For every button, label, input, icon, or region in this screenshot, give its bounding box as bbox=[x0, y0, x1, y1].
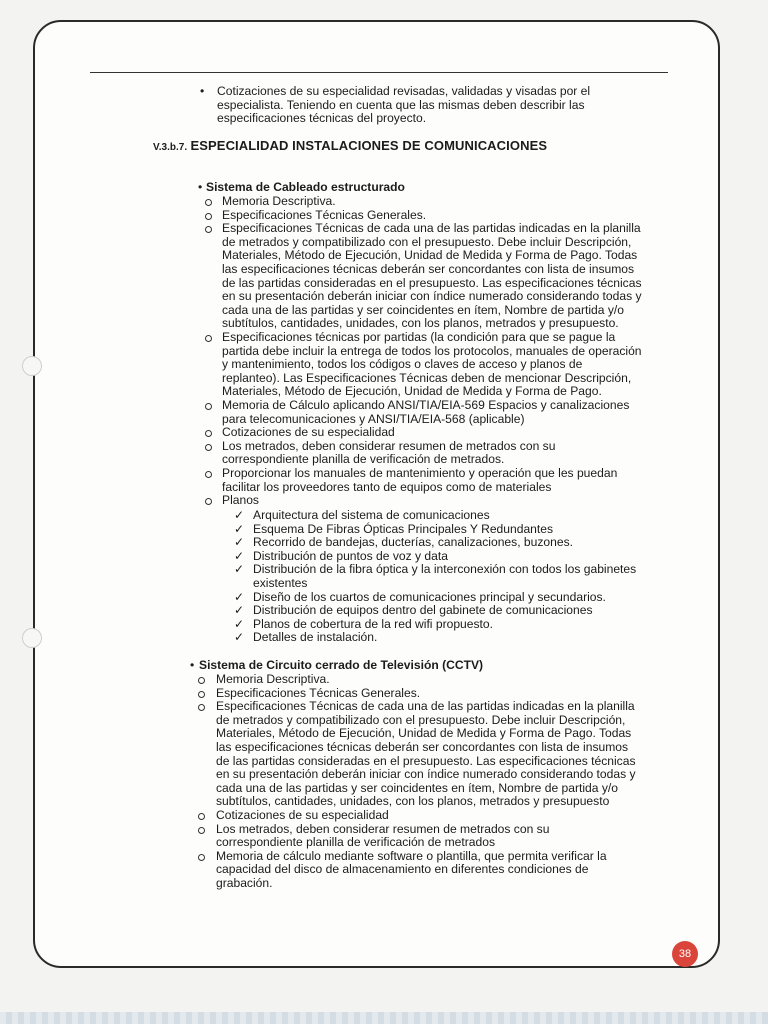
text-line: Esquema De Fibras Ópticas Principales Y Redundantes bbox=[253, 521, 554, 536]
text-line: facilitar los proveedores tanto de equipos como de materiales bbox=[222, 479, 552, 494]
checkmark-icon: ✓ bbox=[234, 616, 245, 631]
text-line: Especificaciones técnicas por partidas (la condición para que se pague la bbox=[222, 330, 616, 344]
list-item bbox=[222, 399, 629, 426]
list-item bbox=[253, 536, 573, 550]
checkmark-icon: ✓ bbox=[234, 562, 245, 577]
text-line: Distribución de la fibra óptica y la interconexión con todos los gabinetes bbox=[253, 562, 637, 577]
list-item bbox=[222, 209, 426, 223]
text-line: Los metrados, deben considerar resumen de metrados con su bbox=[222, 438, 556, 453]
punch-hole bbox=[22, 356, 42, 376]
list-item bbox=[222, 195, 336, 209]
cctv-title: Sistema de Circuito cerrado de Televisión (CCTV) bbox=[199, 658, 484, 672]
list-item bbox=[222, 331, 642, 399]
list-item bbox=[216, 700, 636, 809]
circle-bullet-icon bbox=[205, 199, 212, 206]
text-line: de metrados y compatibilizado con el presupuesto. Debe incluir Descripción, bbox=[216, 712, 626, 727]
list-item bbox=[253, 509, 490, 523]
section-code: V.3.b.7. bbox=[153, 142, 188, 153]
bullet-icon: • bbox=[200, 84, 205, 98]
header-rule bbox=[90, 72, 668, 73]
text-line: Planos de cobertura de la red wifi propuesto. bbox=[253, 616, 494, 631]
text-line: correspondiente planilla de verificación de metrados. bbox=[222, 452, 505, 467]
text-line: partida debe incluir la entrega de todos los protocolos, manuales de operación bbox=[222, 343, 642, 358]
checkmark-icon: ✓ bbox=[234, 521, 245, 536]
text-line: en su presentación deberán iniciar con índice numerado considerando todas y bbox=[222, 289, 642, 304]
text-line: de las partidas consideradas en el presupuesto. Las especificaciones técnicas bbox=[222, 275, 642, 290]
page-number-badge: 38 bbox=[672, 941, 698, 967]
list-item bbox=[253, 550, 448, 564]
text-line: de metrados y compatibilizado con el presupuesto. Debe incluir Descripción, bbox=[222, 234, 632, 249]
list-item bbox=[222, 494, 259, 508]
text-line: Cotizaciones de su especialidad bbox=[216, 808, 389, 822]
text-line: replanteo). Las Especificaciones Técnicas deben de mencionar Descripción, bbox=[222, 370, 632, 385]
text-line: Especificaciones Técnicas Generales. bbox=[222, 207, 427, 222]
text-line: Memoria Descriptiva. bbox=[216, 672, 330, 686]
circle-bullet-icon bbox=[205, 444, 212, 451]
text-line: Materiales, Método de Ejecución, Unidad de Medida y Forma de Pago. bbox=[222, 384, 602, 399]
checkmark-icon: ✓ bbox=[234, 630, 245, 645]
circle-bullet-icon bbox=[205, 403, 212, 410]
list-item bbox=[253, 618, 493, 632]
text-line: especificaciones técnicas del proyecto. bbox=[217, 111, 427, 126]
circle-bullet-icon bbox=[205, 213, 212, 220]
circle-bullet-icon bbox=[198, 691, 205, 698]
text-line: Diseño de los cuartos de comunicaciones principal y secundarios. bbox=[253, 589, 606, 604]
circle-bullet-icon bbox=[205, 471, 212, 478]
text-line: Especificaciones Técnicas Generales. bbox=[216, 685, 421, 700]
checkmark-icon: ✓ bbox=[234, 548, 245, 563]
text-line: Detalles de instalación. bbox=[253, 630, 378, 645]
text-line: las especificaciones técnicas deberán ser concordantes con lista de insumos bbox=[216, 739, 629, 754]
list-item bbox=[253, 604, 593, 618]
text-line: capacidad del disco de almacenamiento en diferentes condiciones de bbox=[216, 862, 589, 877]
text-line: Memoria de cálculo mediante software o plantilla, que permita verificar la bbox=[216, 848, 607, 863]
text-line: Planos bbox=[222, 493, 259, 508]
list-item bbox=[253, 631, 377, 645]
bullet-icon: • bbox=[198, 180, 203, 194]
text-line: Los metrados, deben considerar resumen de metrados con su bbox=[216, 821, 550, 836]
intro-bullet-text bbox=[217, 85, 590, 126]
text-line: en su presentación deberán iniciar con índice numerado considerando todas y bbox=[216, 767, 636, 782]
text-line: de las partidas consideradas en el presupuesto. Las especificaciones técnicas bbox=[216, 753, 636, 768]
circle-bullet-icon bbox=[205, 335, 212, 342]
circle-bullet-icon bbox=[198, 827, 205, 834]
text-line: subtítulos, cantidades, unidades, con los planos, metrados y presupuesto. bbox=[222, 316, 619, 331]
cableado-title: Sistema de Cableado estructurado bbox=[206, 180, 405, 194]
list-item bbox=[216, 809, 389, 823]
text-line: Materiales, Método de Ejecución, Unidad de Medida y Forma de Pago. Todas bbox=[216, 726, 632, 741]
list-item bbox=[216, 687, 420, 701]
text-line: cada una de las partidas y ser coincidentes en ítem, Nombre de partida y/o bbox=[222, 302, 625, 317]
text-line: Memoria de Cálculo aplicando ANSI/TIA/EIA-569 Espacios y canalizaciones bbox=[222, 398, 630, 412]
list-item bbox=[253, 591, 606, 605]
list-item bbox=[216, 673, 330, 687]
scan-strip bbox=[0, 1012, 768, 1024]
text-line: Cotizaciones de su especialidad revisadas, validadas y visadas por el bbox=[217, 84, 591, 98]
text-line: para telecomunicaciones y ANSI/TIA/EIA-568 (aplicable) bbox=[222, 411, 525, 426]
text-line: Distribución de puntos de voz y data bbox=[253, 548, 448, 563]
list-item bbox=[222, 467, 617, 494]
list-item bbox=[222, 440, 555, 467]
checkmark-icon: ✓ bbox=[234, 535, 245, 550]
text-line: Cotizaciones de su especialidad bbox=[222, 425, 395, 440]
punch-hole bbox=[22, 628, 42, 648]
list-item bbox=[253, 523, 553, 537]
circle-bullet-icon bbox=[198, 677, 205, 684]
text-line: existentes bbox=[253, 575, 308, 590]
list-item bbox=[253, 563, 636, 590]
text-line: cada una de las partidas y ser coincidentes en ítem, Nombre de partida y/o bbox=[216, 780, 619, 795]
circle-bullet-icon bbox=[198, 813, 205, 820]
text-line: Memoria Descriptiva. bbox=[222, 194, 336, 208]
text-line: grabación. bbox=[216, 875, 273, 890]
text-line: Recorrido de bandejas, ducterías, canalizaciones, buzones. bbox=[253, 535, 574, 550]
list-item bbox=[222, 222, 642, 331]
list-item bbox=[216, 823, 549, 850]
text-line: y mantenimiento, todos los códigos o claves de acceso y planos de bbox=[222, 357, 583, 372]
section-title: ESPECIALIDAD INSTALACIONES DE COMUNICACIONES bbox=[190, 138, 548, 153]
text-line: Distribución de equipos dentro del gabinete de comunicaciones bbox=[253, 603, 593, 618]
checkmark-icon: ✓ bbox=[234, 589, 245, 604]
text-line: Especificaciones Técnicas de cada una de las partidas indicadas en la planilla bbox=[222, 221, 641, 236]
section-heading bbox=[153, 139, 547, 155]
text-line: Arquitectura del sistema de comunicaciones bbox=[253, 508, 490, 522]
list-item bbox=[216, 850, 607, 891]
checkmark-icon: ✓ bbox=[234, 508, 245, 522]
text-line: Especificaciones Técnicas de cada una de las partidas indicadas en la planilla bbox=[216, 699, 635, 714]
text-line: Proporcionar los manuales de mantenimiento y operación que les puedan bbox=[222, 466, 618, 480]
text-line: subtítulos, cantidades, unidades, con los planos, metrados y presupuesto bbox=[216, 794, 610, 809]
list-item bbox=[222, 426, 395, 440]
text-line: especialista. Teniendo en cuenta que las mismas deben describir las bbox=[217, 97, 585, 112]
circle-bullet-icon bbox=[198, 854, 205, 861]
bullet-icon: • bbox=[190, 658, 195, 672]
text-line: correspondiente planilla de verificación de metrados bbox=[216, 835, 495, 850]
text-line: las especificaciones técnicas deberán ser concordantes con lista de insumos bbox=[222, 261, 635, 276]
checkmark-icon: ✓ bbox=[234, 603, 245, 618]
text-line: Materiales, Método de Ejecución, Unidad de Medida y Forma de Pago. Todas bbox=[222, 248, 638, 263]
